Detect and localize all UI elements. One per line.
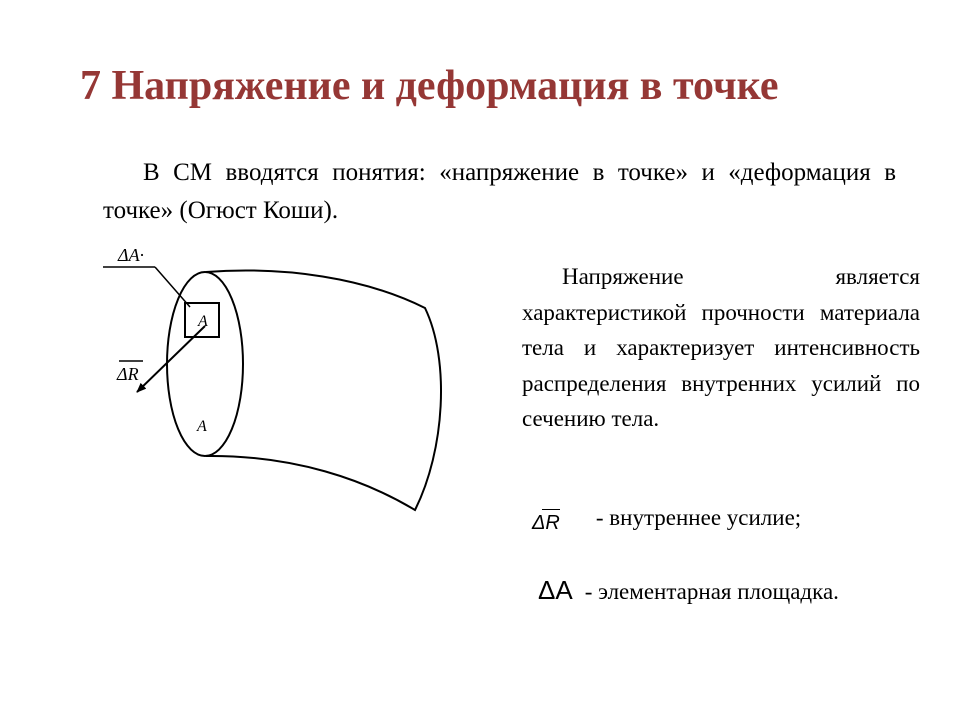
legend-symbol-delta-r: ΔR xyxy=(532,512,560,535)
section-label: A xyxy=(197,418,207,435)
legend-text-force: - внутреннее усилие; xyxy=(595,505,802,530)
legend-item-force xyxy=(532,505,802,534)
delta-a-label: ΔA· xyxy=(118,245,145,265)
force-arrow xyxy=(137,326,205,392)
legend-symbol-delta-a: ΔA xyxy=(538,575,573,605)
intro-paragraph xyxy=(103,154,896,230)
slide-title: 7 Напряжение и деформация в точке xyxy=(80,63,779,109)
elementary-area-label: A xyxy=(198,313,208,330)
legend-item-area xyxy=(538,575,839,606)
description-paragraph xyxy=(522,259,920,437)
intro-text: В СМ вводятся понятия: «напряжение в точке» и «деформация в точке» (Огюст Коши). xyxy=(103,159,896,224)
delta-r-label: ΔR xyxy=(117,364,139,384)
legend-text-area: - элементарная площадка. xyxy=(584,579,839,604)
body-section-diagram xyxy=(95,240,475,530)
description-text: Напряжение является характеристикой прочности материала тела и характеризует интенсивность распределения внутренних усилий по сечению тела. xyxy=(522,264,920,431)
